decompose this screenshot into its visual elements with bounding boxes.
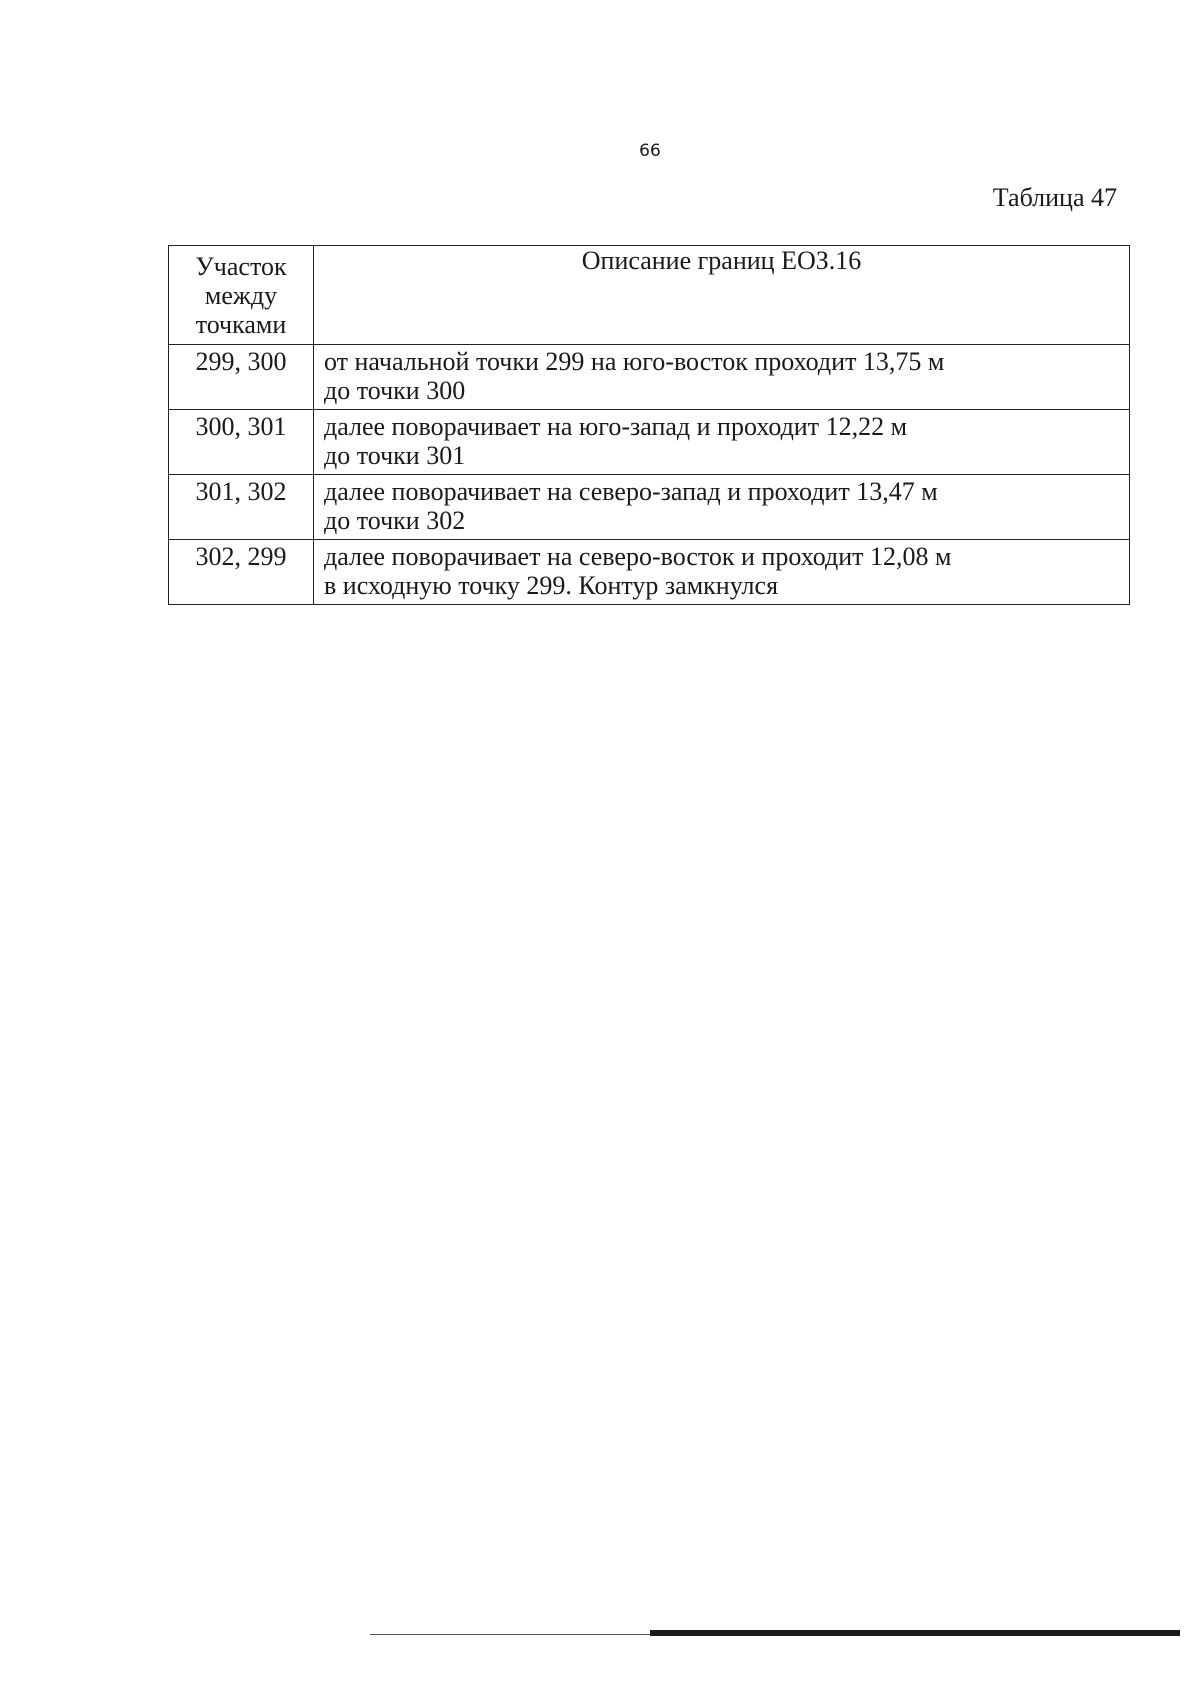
table-row xyxy=(169,345,1130,410)
header-description: Описание границ ЕОЗ.16 xyxy=(314,246,1130,345)
row-description xyxy=(314,410,1130,475)
description-line: до точки 302 xyxy=(324,506,466,535)
table-row xyxy=(169,475,1130,540)
row-points: 302, 299 xyxy=(169,540,314,605)
row-description xyxy=(314,345,1130,410)
page-number: 66 xyxy=(639,141,661,161)
header-section: Участок между точками xyxy=(169,246,314,345)
boundary-table xyxy=(168,245,1130,605)
table-header-row xyxy=(169,246,1130,345)
table-row xyxy=(169,540,1130,605)
footer-rule-thick xyxy=(650,1630,1180,1636)
table-caption: Таблица 47 xyxy=(992,183,1117,212)
description-line: далее поворачивает на северо-запад и проходит 13,47 м xyxy=(324,477,938,506)
description-line: от начальной точки 299 на юго-восток проходит 13,75 м xyxy=(324,347,945,376)
description-line: далее поворачивает на северо-восток и проходит 12,08 м xyxy=(324,542,952,571)
row-description xyxy=(314,540,1130,605)
row-description xyxy=(314,475,1130,540)
description-line: до точки 301 xyxy=(324,441,466,470)
footer-rule xyxy=(370,1634,1180,1635)
description-line: до точки 300 xyxy=(324,376,466,405)
row-points: 301, 302 xyxy=(169,475,314,540)
row-points: 300, 301 xyxy=(169,410,314,475)
description-line: в исходную точку 299. Контур замкнулся xyxy=(324,571,779,600)
description-line: далее поворачивает на юго-запад и проходит 12,22 м xyxy=(324,412,908,441)
table-row xyxy=(169,410,1130,475)
row-points: 299, 300 xyxy=(169,345,314,410)
